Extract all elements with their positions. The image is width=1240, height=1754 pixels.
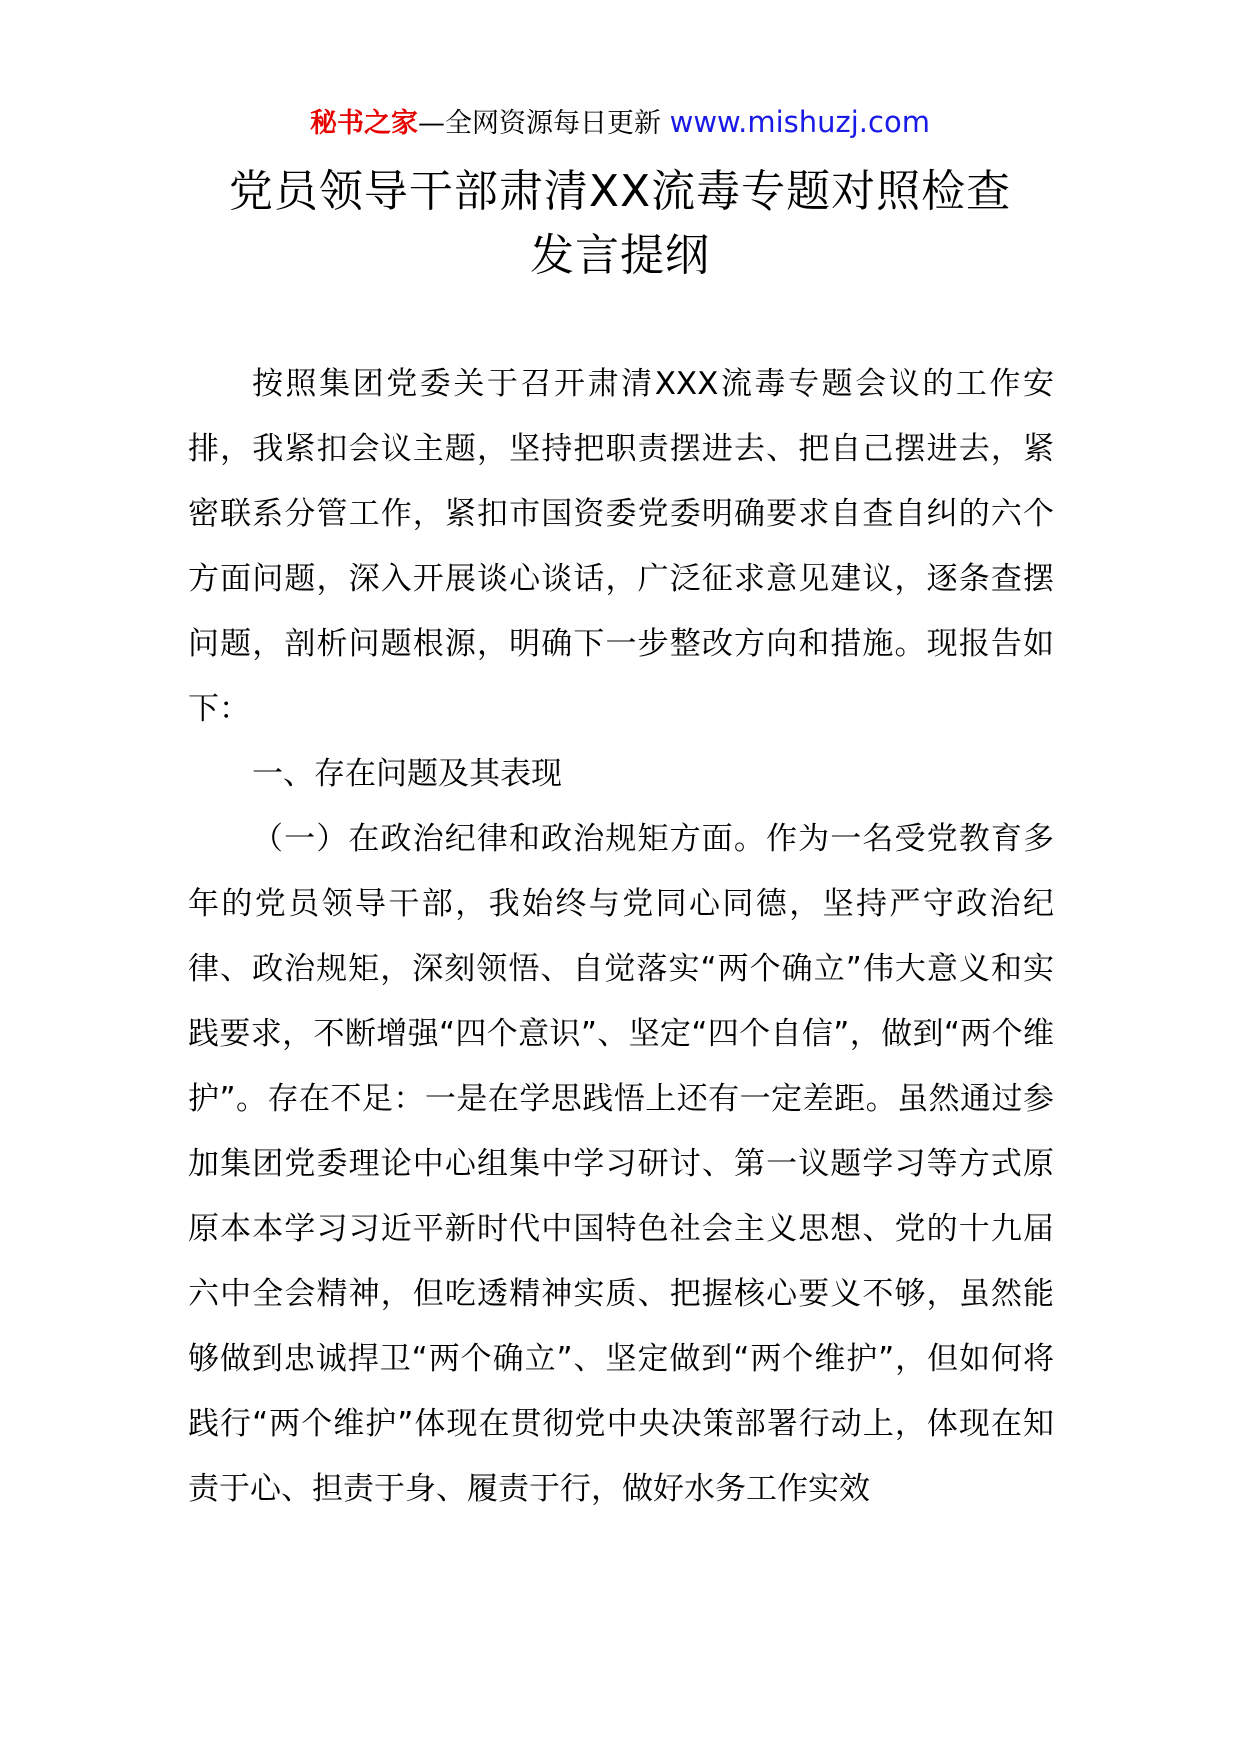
body-paragraph: （一）在政治纪律和政治规矩方面。作为一名受党教育多年的党员领导干部，我始终与党同心同德，坚持严守政治纪律、政治规矩，深刻领悟、自觉落实“两个确立”伟大意义和实践要求，不断增强“四个意识”、坚定“四个自信”，做到“两个维护”。存在不足：一是在学思践悟上还有一定差距。虽然通过参加集团党委理论中心组集中学习研讨、第一议题学习等方式原原本本学习习近平新时代中国特色社会主义思想、党的十九届六中全会精神，但吃透精神实质、把握核心要义不够，虽然能够做到忠诚捍卫“两个确立”、坚定做到“两个维护”，但如何将践行“两个维护”体现在贯彻党中央决策部署行动上，体现在知责于心、担责于身、履责于行，做好水务工作实效 xyxy=(188,821,1054,1507)
site-brand: 秘书之家 xyxy=(310,108,419,139)
site-header xyxy=(0,102,1240,144)
title-line-2: 发言提纲 xyxy=(530,230,710,281)
document-body xyxy=(188,352,1054,1522)
title-line-1: 党员领导干部肃清XX流毒专题对照检查 xyxy=(228,166,1012,217)
section-heading: 一、存在问题及其表现 xyxy=(252,756,562,792)
document-title xyxy=(0,160,1240,288)
site-url-link[interactable]: www.mishuzj.com xyxy=(669,105,930,139)
site-tagline: —全网资源每日更新 xyxy=(418,108,670,139)
intro-paragraph: 按照集团党委关于召开肃清XXX流毒专题会议的工作安排，我紧扣会议主题，坚持把职责摆进去、把自己摆进去，紧密联系分管工作，紧扣市国资委党委明确要求自查自纠的六个方面问题，深入开展谈心谈话，广泛征求意见建议，逐条查摆问题，剖析问题根源，明确下一步整改方向和措施。现报告如下： xyxy=(188,366,1054,727)
